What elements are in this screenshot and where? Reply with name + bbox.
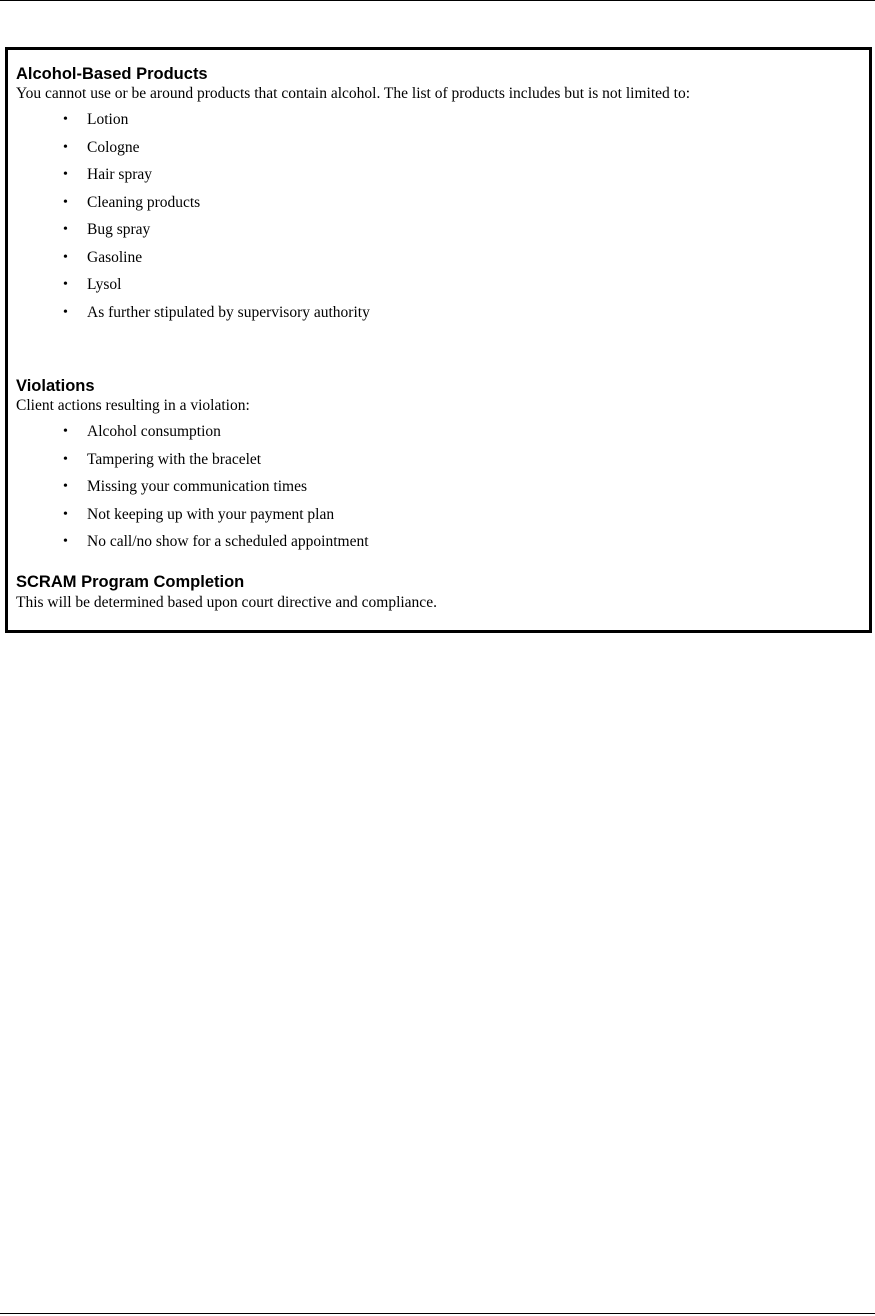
section-heading: SCRAM Program Completion — [16, 573, 245, 591]
bullet-icon: • — [63, 506, 68, 522]
bullet-icon: • — [63, 249, 68, 265]
bullet-icon: • — [63, 424, 68, 439]
list-item-label: Cologne — [87, 138, 140, 156]
section-heading: Violations — [16, 377, 95, 395]
list-item-label: Tampering with the bracelet — [87, 450, 262, 468]
list-item — [16, 161, 690, 189]
list-item-label: Missing your communication times — [87, 478, 307, 495]
list-item — [16, 216, 690, 244]
list-item-label: Not keeping up with your payment plan — [87, 505, 335, 523]
list-item — [16, 446, 369, 474]
list-item-label: Gasoline — [87, 248, 143, 266]
list-item-label: Hair spray — [87, 166, 152, 183]
list-item-label: Alcohol consumption — [87, 423, 221, 440]
list-item-label: As further stipulated by supervisory authority — [87, 303, 370, 321]
info-box — [5, 47, 872, 633]
list-item-label: Lotion — [87, 111, 129, 128]
bullet-icon: • — [63, 139, 68, 155]
list-item — [16, 418, 369, 446]
bullet-icon: • — [63, 479, 68, 494]
bullet-list — [16, 418, 369, 556]
list-item — [16, 528, 369, 556]
bullet-icon: • — [63, 112, 68, 127]
list-item — [16, 501, 369, 529]
list-item — [16, 271, 690, 299]
bullet-icon: • — [63, 167, 68, 182]
list-item — [16, 473, 369, 501]
bullet-icon: • — [63, 277, 68, 292]
section-intro: You cannot use or be around products that contain alcohol. The list of products includes but is not limited to: — [16, 85, 691, 102]
list-item-label: Bug spray — [87, 221, 151, 238]
list-item-label: Cleaning products — [87, 193, 201, 211]
footer-rule — [0, 1313, 875, 1314]
list-item-label: No call/no show for a scheduled appointment — [87, 533, 369, 550]
section-alcohol-based-products — [16, 64, 690, 326]
bullet-icon: • — [63, 534, 68, 549]
bullet-icon: • — [63, 451, 68, 467]
list-item — [16, 189, 690, 217]
section-violations — [16, 376, 369, 556]
list-item — [16, 244, 690, 272]
list-item — [16, 134, 690, 162]
bullet-icon: • — [63, 194, 68, 210]
section-text: This will be determined based upon court directive and compliance. — [16, 594, 437, 611]
header-rule — [0, 0, 875, 1]
section-intro: Client actions resulting in a violation: — [16, 397, 250, 414]
section-heading: Alcohol-Based Products — [16, 65, 208, 83]
list-item — [16, 299, 690, 327]
bullet-icon: • — [63, 304, 68, 320]
list-item — [16, 106, 690, 134]
bullet-list — [16, 106, 690, 326]
section-scram-program-completion — [16, 572, 437, 613]
bullet-icon: • — [63, 222, 68, 237]
list-item-label: Lysol — [87, 276, 122, 293]
